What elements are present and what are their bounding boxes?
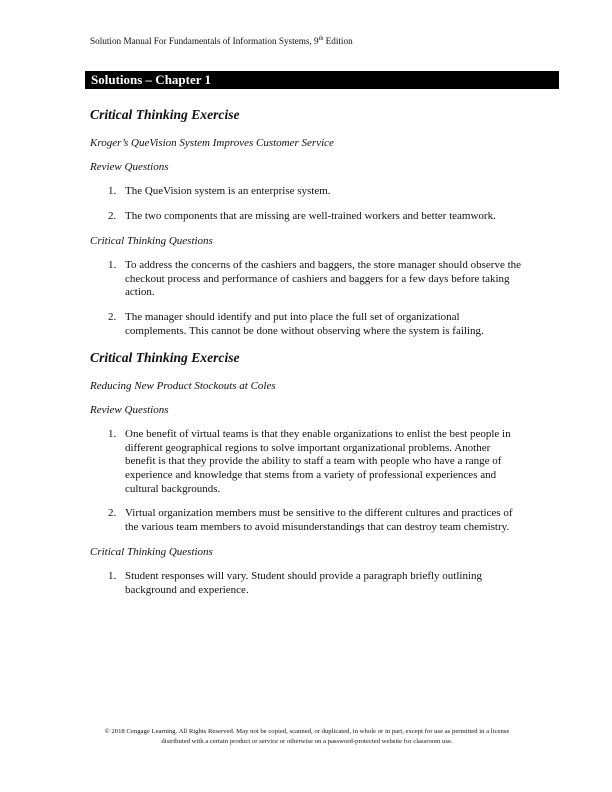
list-item [90, 570, 522, 597]
review-questions-heading-1: Review Questions [90, 161, 169, 173]
copyright-footer: © 2018 Cengage Learning. All Rights Reserved. May not be copied, scanned, or duplicated, in whole or in part, except for use as permitted in a license distributed with a certain product or service or otherwise on a password-protected website for classroom use. [104, 728, 510, 745]
item-text: One benefit of virtual teams is that they enable organizations to enlist the best people in different geographical regions to solve important organizational problems. Another benefit is that they provide the ability to staff a team with people who have a range of experience and knowledge that stems from a variety of professional experiences and cultural backgrounds. [125, 428, 511, 495]
review-list-1 [90, 185, 522, 223]
list-item [90, 428, 522, 496]
list-item [90, 507, 522, 534]
header-superscript: th [318, 35, 324, 42]
item-text: Virtual organization members must be sensitive to the different cultures and practices of the various team members to avoid misunderstandings that can destroy team chemistry. [125, 507, 513, 533]
list-item [90, 210, 522, 224]
running-header [90, 36, 353, 46]
item-text: The two components that are missing are well-trained workers and better teamwork. [125, 209, 496, 222]
list-item [90, 185, 522, 199]
critical-thinking-questions-heading-2: Critical Thinking Questions [90, 546, 213, 559]
critical-thinking-list-2 [90, 570, 522, 597]
item-number: 2. [108, 209, 117, 222]
item-text: To address the concerns of the cashiers and baggers, the store manager should observe the checkout process and performance of cashiers and baggers for a few days before taking action. [125, 259, 522, 299]
item-number: 1. [108, 570, 117, 583]
chapter-title-bar [85, 71, 559, 89]
item-number: 2. [108, 310, 117, 323]
header-text: Solution Manual For Fundamentals of Information Systems, 9 [90, 36, 319, 46]
list-item [90, 311, 522, 338]
item-number: 2. [108, 507, 117, 520]
review-list-2 [90, 428, 522, 534]
item-number: 1. [108, 428, 117, 441]
critical-thinking-questions-heading-1: Critical Thinking Questions [90, 235, 213, 248]
case-title-1: Kroger’s QueVision System Improves Customer Service [90, 137, 334, 149]
item-text: The manager should identify and put into place the full set of organizational complements. This cannot be done without observing where the system is failing. [125, 310, 484, 337]
main-content [90, 107, 522, 610]
chapter-title: Solutions – Chapter 1 [91, 72, 212, 87]
list-item [90, 259, 522, 300]
review-questions-heading-2: Review Questions [90, 404, 169, 417]
exercise-title-1: Critical Thinking Exercise [90, 107, 240, 122]
exercise-title-2: Critical Thinking Exercise [90, 350, 240, 366]
item-number: 1. [108, 185, 117, 197]
item-number: 1. [108, 259, 117, 272]
item-text: The QueVision system is an enterprise system. [125, 185, 331, 197]
item-text: Student responses will vary. Student should provide a paragraph briefly outlining background and experience. [125, 570, 483, 596]
case-title-2: Reducing New Product Stockouts at Coles [90, 380, 276, 393]
critical-thinking-list-1 [90, 259, 522, 338]
header-text-end: Edition [323, 36, 353, 46]
